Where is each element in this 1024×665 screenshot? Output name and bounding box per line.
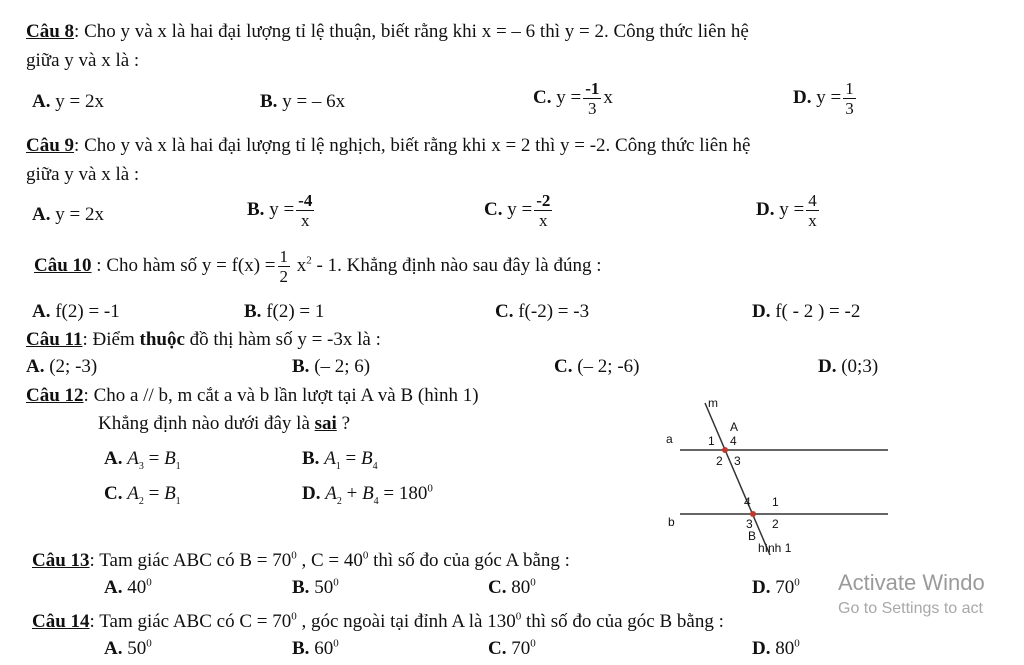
- q12-label: Câu 12: [26, 385, 84, 406]
- settings-watermark: Go to Settings to act: [838, 600, 983, 617]
- question-9: [26, 136, 750, 155]
- q9-label: Câu 9: [26, 135, 75, 156]
- q9-option-c: C. y = $\frac{-2}{x}$: [484, 191, 551, 230]
- q12-option-a: A. $A_3 = B_1$: [104, 448, 181, 472]
- q14-option-a: A. $50^0$: [104, 637, 152, 659]
- q8-option-d: D. y = $\frac{1}{3}$: [793, 79, 854, 118]
- label-angle-A4: 4: [730, 434, 737, 448]
- q11-option-b: B. (– 2; 6): [292, 356, 371, 377]
- point-A: [722, 447, 728, 453]
- parallel-lines-diagram: [660, 395, 900, 560]
- q9-option-d: D. y = $\frac{4}{x}$: [756, 191, 817, 230]
- q14-option-c: C. $70^0$: [488, 637, 536, 659]
- question-13: Câu 13: Tam giác ABC có $B = 70^0$ , $C = 40^0$ thì số đo của góc A bằng :: [32, 549, 570, 571]
- q13-option-b: B. $50^0$: [292, 576, 339, 598]
- question-11: Câu 11: Điểm thuộc đồ thị hàm số y = -3x là :: [26, 329, 381, 350]
- q11-option-d: D. (0;3): [818, 356, 879, 377]
- q13-label: Câu 13: [32, 550, 90, 571]
- q12-option-c: C. $A_2 = B_1$: [104, 483, 181, 507]
- q9-option-b: B. y = $\frac{-4}{x}$: [247, 191, 313, 230]
- q8-text1: : Cho y và x là hai đại lượng tỉ lệ thuận, biết rằng khi x = – 6 thì y = 2. Công thức liên hệ: [74, 21, 749, 42]
- label-A: A: [730, 420, 739, 434]
- q11-option-a: A. (2; -3): [26, 356, 98, 377]
- q11-option-c: C. (– 2; -6): [554, 356, 640, 377]
- label-m: m: [708, 396, 718, 410]
- q10-label: Câu 10: [34, 254, 92, 276]
- q8-text2: giữa y và x là :: [26, 50, 140, 71]
- q14-label: Câu 14: [32, 611, 90, 632]
- activate-windows-watermark: Activate Windo: [838, 570, 985, 595]
- label-angle-A3: 3: [734, 454, 741, 468]
- q8-option-b: B. y = – 6x: [260, 91, 346, 112]
- q14-option-d: D. $80^0$: [752, 637, 800, 659]
- q12-option-b: B. $A_1 = B_4$: [302, 448, 378, 472]
- q8-option-a: A. y = 2x: [32, 91, 104, 112]
- q8-label: Câu 8: [26, 21, 75, 42]
- q12-option-d: D. $A_2 + B_4 = 180^0$: [302, 482, 433, 507]
- question-8: [26, 22, 749, 41]
- label-angle-B3: 3: [746, 517, 753, 531]
- label-angle-B4: 4: [744, 495, 751, 509]
- q14-option-b: B. $60^0$: [292, 637, 339, 659]
- q11-label: Câu 11: [26, 329, 83, 350]
- label-B: B: [748, 529, 757, 543]
- q9-option-a: A. y = 2x: [32, 204, 104, 225]
- q13-option-c: C. $80^0$: [488, 576, 536, 598]
- q8-option-c: C. y = $\frac{-1}{3}$ x: [533, 79, 613, 118]
- q10-option-a: A. f(2) = -1: [32, 301, 120, 322]
- q12-text2: Khẳng định nào dưới đây là sai ?: [98, 413, 351, 434]
- q10-option-d: D. f( - 2 ) = -2: [752, 301, 861, 322]
- label-angle-A1: 1: [708, 434, 715, 448]
- label-angle-A2: 2: [716, 454, 723, 468]
- question-14: Câu 14: Tam giác ABC có $C = 70^0$ , góc ngoài tại đỉnh A là $130^0$ thì số đo của góc B bằng :: [32, 610, 724, 632]
- question-10: Câu 10 : Cho hàm số y = f(x) = $\frac{1}{2}$ $x^2 - 1$. Khẳng định nào sau đây là đúng :: [34, 247, 602, 286]
- figure-hinh-1: [660, 395, 900, 560]
- label-angle-B2: 2: [772, 517, 779, 531]
- q9-text1: : Cho y và x là hai đại lượng tỉ lệ nghịch, biết rằng khi x = 2 thì y = -2. Công thức liên hệ: [74, 135, 751, 156]
- label-a: a: [666, 432, 673, 446]
- q10-option-b: B. f(2) = 1: [244, 301, 325, 322]
- figure-caption: hình 1: [758, 541, 792, 555]
- question-12: Câu 12: Cho a // b, m cắt a và b lần lượt tại A và B (hình 1): [26, 385, 479, 406]
- q9-text2: giữa y và x là :: [26, 164, 140, 185]
- label-b: b: [668, 515, 675, 529]
- q13-option-a: A. $40^0$: [104, 576, 152, 598]
- q13-option-d: D. $70^0$: [752, 576, 800, 598]
- label-angle-B1: 1: [772, 495, 779, 509]
- q10-option-c: C. f(-2) = -3: [495, 301, 590, 322]
